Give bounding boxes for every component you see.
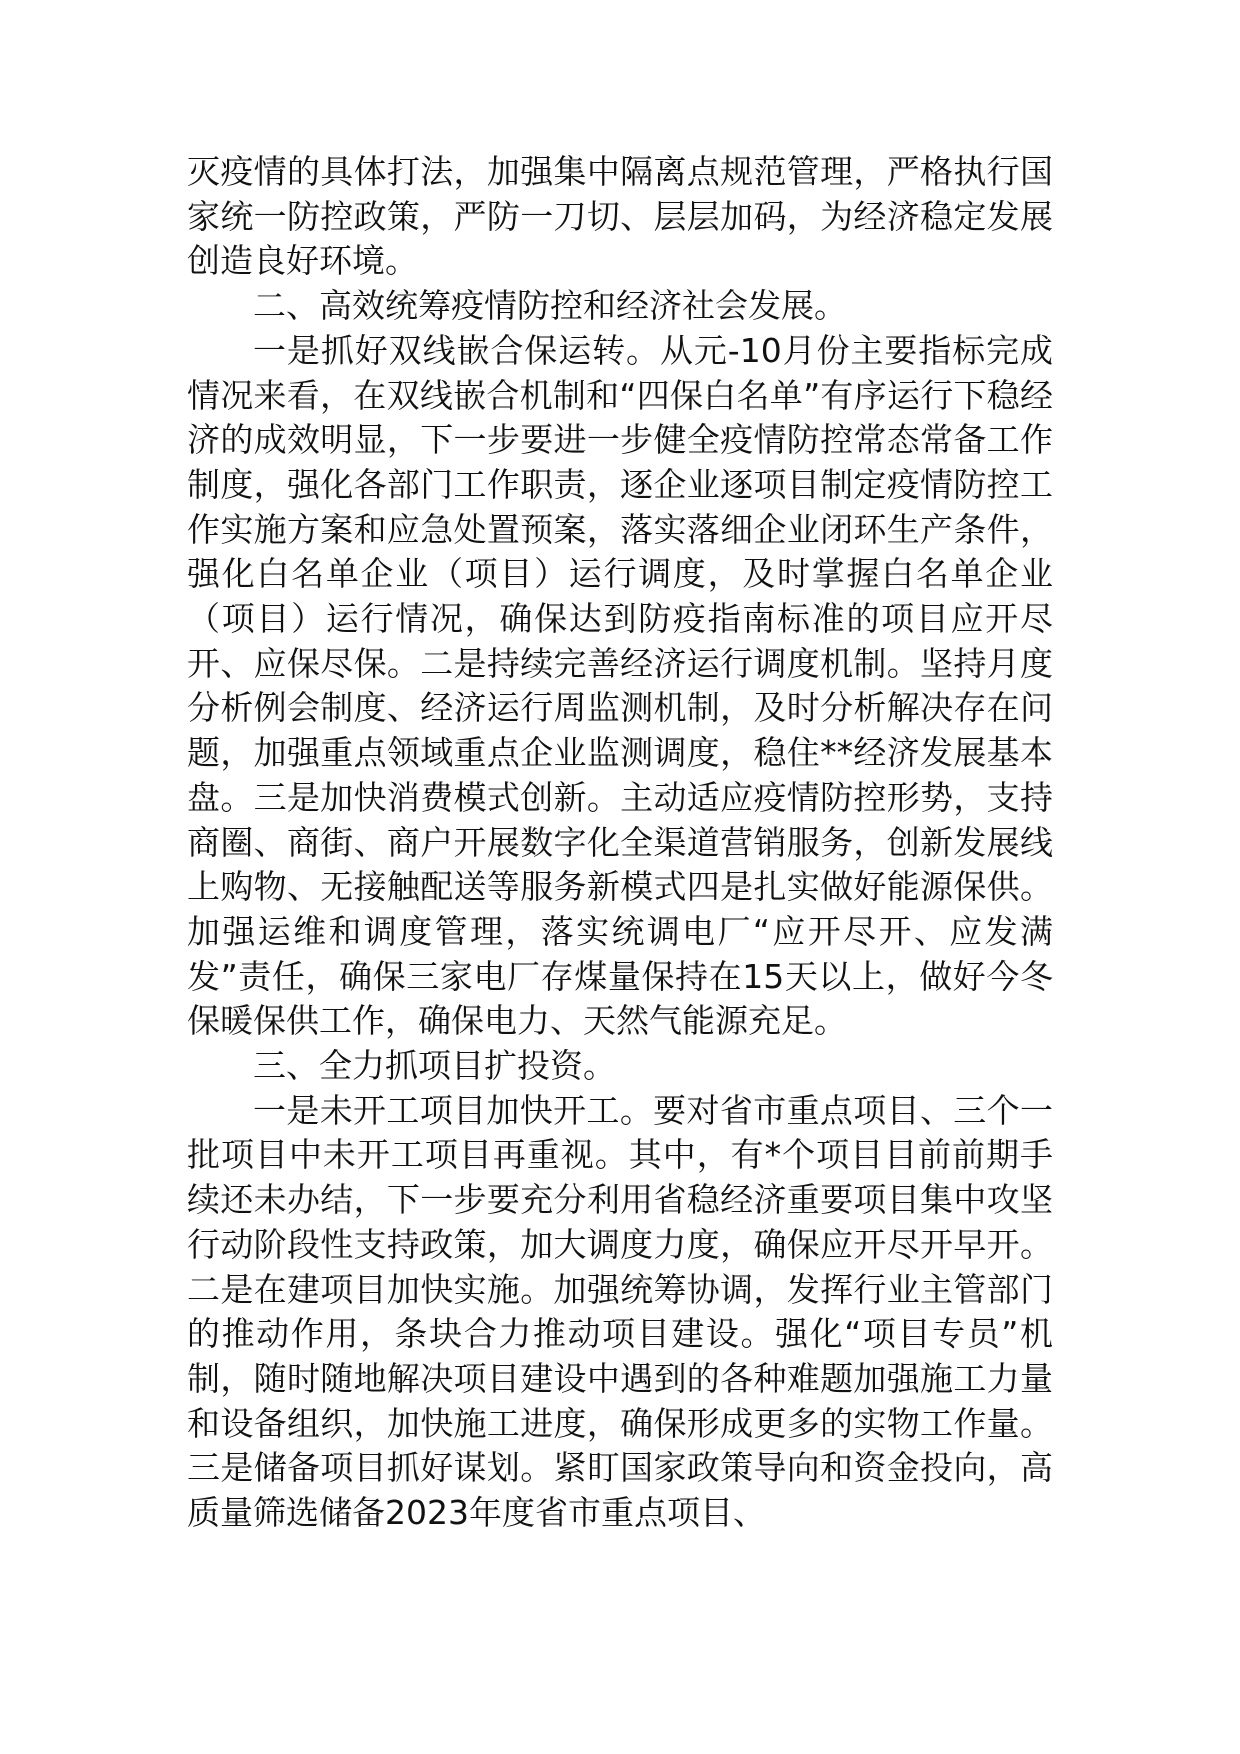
document-body: [187, 150, 1053, 1536]
paragraph-continuation: 灭疫情的具体打法，加强集中隔离点规范管理，严格执行国家统一防控政策，严防一刀切、层层加码，为经济稳定发展创造良好环境。: [187, 152, 1053, 281]
section-heading-2: 二、高效统筹疫情防控和经济社会发展。: [253, 286, 847, 326]
section-heading-3: 三、全力抓项目扩投资。: [253, 1046, 616, 1086]
paragraph-section-3-body: 一是未开工项目加快开工。要对省市重点项目、三个一批项目中未开工项目再重视。其中，有*个项目目前前期手续还未办结，下一步要充分利用省稳经济重要项目集中攻坚行动阶段性支持政策，加大调度力度，确保应开尽开早开。二是在建项目加快实施。加强统筹协调，发挥行业主管部门的推动作用，条块合力推动项目建设。强化“项目专员”机制，随时随地解决项目建设中遇到的各种难题加强施工力量和设备组织，加快施工进度，确保形成更多的实物工作量。三是储备项目抓好谋划。紧盯国家政策导向和资金投向，高质量筛选储备2023年度省市重点项目、: [187, 1090, 1053, 1533]
paragraph-section-2-body: 一是抓好双线嵌合保运转。从元-10月份主要指标完成情况来看，在双线嵌合机制和“四保白名单”有序运行下稳经济的成效明显，下一步要进一步健全疫情防控常态常备工作制度，强化各部门工作职责，逐企业逐项目制定疫情防控工作实施方案和应急处置预案，落实落细企业闭环生产条件，强化白名单企业（项目）运行调度，及时掌握白名单企业（项目）运行情况，确保达到防疫指南标准的项目应开尽开、应保尽保。二是持续完善经济运行调度机制。坚持月度分析例会制度、经济运行周监测机制，及时分析解决存在问题，加强重点领域重点企业监测调度，稳住**经济发展基本盘。三是加快消费模式创新。主动适应疫情防控形势，支持商圈、商街、商户开展数字化全渠道营销服务，创新发展线上购物、无接触配送等服务新模式四是扎实做好能源保供。加强运维和调度管理，落实统调电厂“应开尽开、应发满发”责任，确保三家电厂存煤量保持在15天以上，做好今冬保暖保供工作，确保电力、天然气能源充足。: [187, 330, 1053, 1041]
